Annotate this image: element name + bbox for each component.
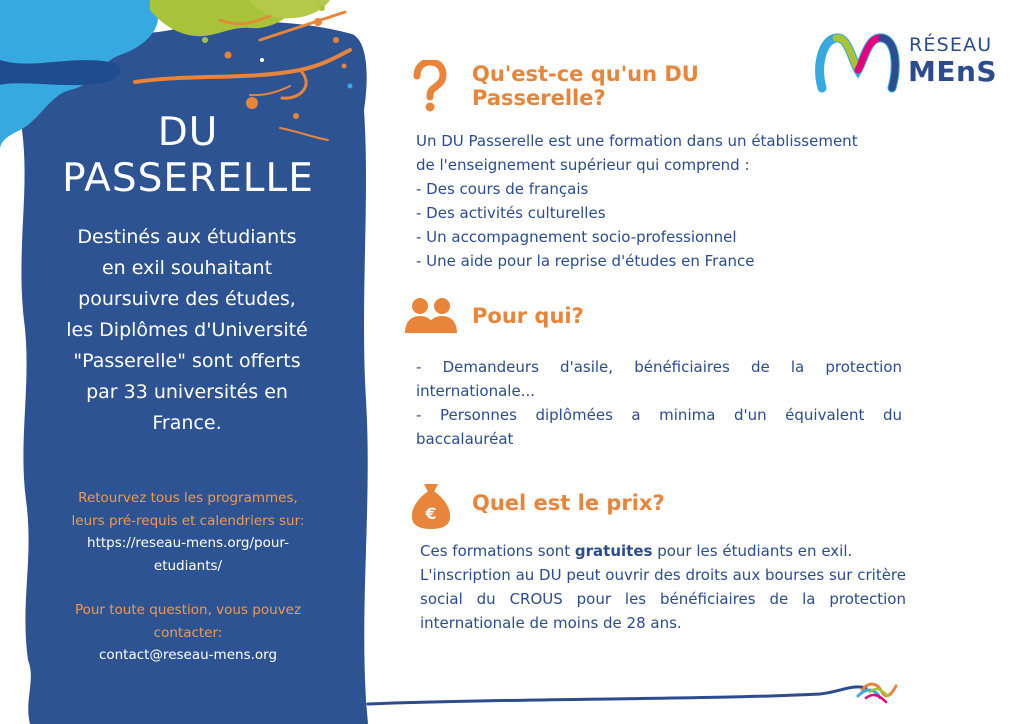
intro-line: Destinés aux étudiants [77,226,297,248]
reseau-mens-logo [812,26,1002,98]
main-title-line-2: PASSERELLE [62,156,314,201]
contact-text: Pour toute question, vous pouvez [74,602,302,618]
price-free-emphasis: gratuites [574,542,653,560]
main-title [20,110,356,202]
logo-m-mark-icon [812,26,904,98]
section-title-what-line-1: Qu'est-ce qu'un DU [472,62,699,86]
what-line: - Une aide pour la reprise d'études en France [416,252,755,270]
price-line-1 [420,539,906,563]
programs-url-link[interactable]: https://reseau-mens.org/pour- [87,535,289,551]
contact-block [44,599,332,667]
who-line: - Personnes diplômées a minima d'un équivalent du baccalauréat [416,406,902,448]
what-line: - Des activités culturelles [416,204,606,222]
svg-text:€: € [425,504,437,523]
main-title-line-1: DU [157,110,219,155]
intro-line: les Diplômes d'Université [66,319,308,341]
intro-line: poursuivre des études, [78,288,296,310]
dark-blue-streak [0,60,121,85]
section-title-price: Quel est le prix? [472,491,665,515]
section-title-what-line-2: Passerelle? [472,86,606,110]
section-body-who [416,355,902,451]
what-line: - Des cours de français [416,180,589,198]
people-icon [404,296,458,334]
logo-text-mens: MEnS [908,55,998,88]
logo-text-reseau: RÉSEAU [909,34,993,56]
programs-text: leurs pré-requis et calendriers sur: [71,512,305,529]
intro-line: par 33 universités en [86,381,288,403]
price-text: Ces formations sont [420,542,575,560]
intro-line: en exil souhaitant [101,257,273,279]
money-bag-euro-icon [410,482,452,530]
intro-paragraph [44,222,330,439]
intro-line: France. [152,412,222,434]
programs-block [44,487,332,577]
price-line-2: L'inscription au DU peut ouvrir des droits aux bourses sur critère social du CROUS pour les bénéficiaires de la protection internationale de moins de 28 ans. [420,566,906,632]
contact-text: contacter: [153,624,223,641]
intro-line: "Passerelle" sont offerts [73,350,301,372]
programs-url-link[interactable]: etudiants/ [153,557,223,574]
programs-text: Retourvez tous les programmes, [78,490,298,506]
section-body-what [416,129,906,273]
what-line: de l'enseignement supérieur qui comprend : [416,156,750,174]
price-text: pour les étudiants en exil. [652,542,853,560]
bottom-wave [368,684,896,704]
section-title-what [472,62,699,110]
what-line: Un DU Passerelle est une formation dans un établissement [416,132,858,150]
question-mark-icon [412,60,448,114]
section-body-price [420,539,906,635]
what-line: - Un accompagnement socio-professionnel [416,228,737,246]
section-title-who: Pour qui? [472,304,584,328]
contact-email-link[interactable]: contact@reseau-mens.org [98,647,278,663]
who-line: - Demandeurs d'asile, bénéficiaires de la protection internationale... [416,358,902,400]
